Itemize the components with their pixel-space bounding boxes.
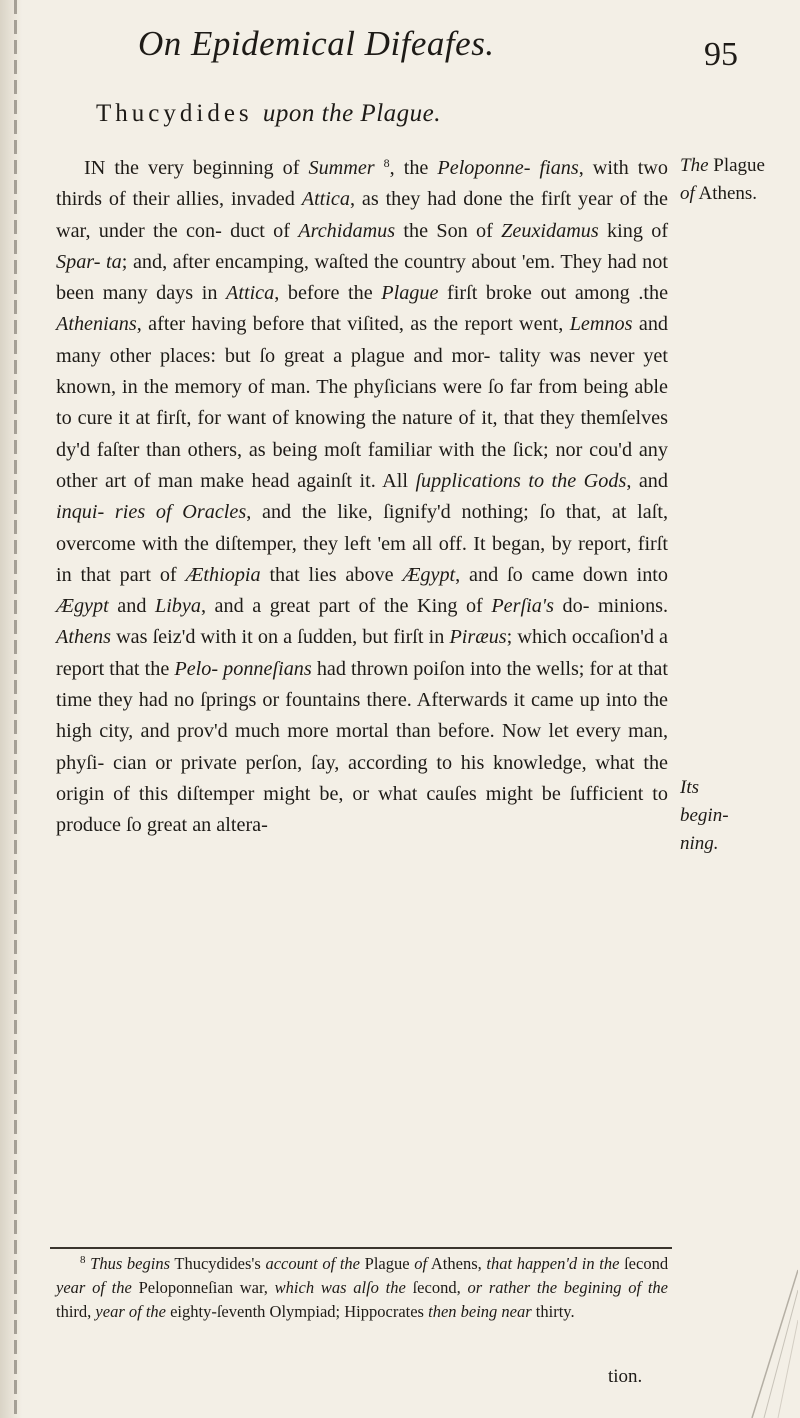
italic-term: ſupplications to the Gods xyxy=(415,469,627,492)
italic-term: Plague xyxy=(381,282,439,305)
footnote-rule xyxy=(50,1247,672,1249)
footnote-run: third, xyxy=(56,1302,92,1321)
footnote-ref: 8 xyxy=(383,156,390,170)
binding-edge xyxy=(14,0,17,1418)
marginal-word: of xyxy=(680,183,695,204)
footnote-run: year of the xyxy=(56,1278,132,1297)
italic-term: Summer xyxy=(308,157,375,179)
body-text-run: and xyxy=(117,595,147,618)
italic-term: Spar- ta xyxy=(56,250,122,273)
marginal-word: The xyxy=(680,155,709,176)
body-text-run: , and xyxy=(626,469,668,492)
body-text-run: IN the very beginning of xyxy=(84,157,300,179)
italic-term: Perſia's xyxy=(491,595,554,618)
italic-term: Æthiopia xyxy=(185,563,261,586)
footnote-run: year of the xyxy=(95,1302,166,1321)
body-text-run: , and a great part of the King of xyxy=(200,595,483,618)
marginal-word: Its begin- ning. xyxy=(680,777,729,854)
footnote-run: or rather the begining of the xyxy=(467,1278,669,1297)
chapter-title-author: Thucydides xyxy=(96,100,253,127)
footnote-run: that happen'd in the xyxy=(486,1254,620,1273)
catchword: tion. xyxy=(608,1366,643,1387)
footnote-run: Hippocrates xyxy=(344,1302,424,1321)
body-text-run: ; and, after encamping, waſted the country about 'em. They had not been many days in xyxy=(56,250,668,305)
footnote-run: of xyxy=(414,1254,428,1273)
footnote-marker: 8 xyxy=(80,1254,86,1266)
body-text-run: , before the xyxy=(274,282,373,305)
italic-term: Zeuxidamus xyxy=(501,219,599,242)
italic-term: Pelo- ponneſians xyxy=(174,657,312,680)
footnote xyxy=(56,1252,668,1324)
page-gutter-shadow xyxy=(0,0,22,1418)
footnote-run: Thus begins xyxy=(90,1254,171,1273)
footnote-run: Thucydides's xyxy=(174,1254,261,1273)
body-text-run: and many other places: but ſo great a plague and mor- tality was never yet known, in the memory of man. The phyſicians were ſo far from being able to cure it at firſt, for want of knowing the nature of it, that they themſelves dy'd faſter than others, as being moſt familiar with the ſick; nor cou'd any other art of man make head againſt it. All xyxy=(56,313,669,492)
marginal-word: Plague xyxy=(713,155,765,176)
italic-term: Athenians xyxy=(56,313,137,336)
body-paragraph xyxy=(56,153,668,842)
body-text-run: firſt broke out among .the xyxy=(447,282,669,305)
marginal-note-beginning xyxy=(680,774,750,858)
italic-term: Attica xyxy=(226,282,275,305)
body-text-run: was ſeiz'd with it on a ſudden, but firſt in xyxy=(116,626,445,649)
body-text-run: , as they had done the firſt year of the war, under the con- duct of xyxy=(56,188,668,242)
marginal-note-plague xyxy=(680,152,798,208)
page-number: 95 xyxy=(704,36,738,73)
footnote-run: then being near xyxy=(428,1302,532,1321)
footnote-run: eighty-ſeventh Olympiad; xyxy=(170,1302,341,1321)
body-text-run: , after having before that viſited, as the report went, xyxy=(136,313,564,336)
footnote-run: which was alſo the xyxy=(274,1278,406,1297)
body-text-run: ; which occaſion'd a report that the xyxy=(56,626,668,680)
body-text-run: do- minions. xyxy=(562,595,669,618)
italic-term: Libya xyxy=(154,595,201,618)
body-text-run: the Son of xyxy=(403,219,493,242)
footnote-run: ſecond xyxy=(624,1254,669,1273)
body-text-run: king of xyxy=(607,219,669,242)
footnote-run: ſecond, xyxy=(412,1278,461,1297)
running-head xyxy=(138,24,738,84)
body-text-run: , the xyxy=(389,157,429,179)
body-text-run: , and the like, ſignify'd nothing; ſo that, at laſt, overcome with the diſtemper, they left 'em all off. It began, by report, firſt in that part of xyxy=(56,501,668,586)
italic-term: Athens xyxy=(56,626,111,649)
chapter-title xyxy=(96,100,696,128)
footnote-run: Plague xyxy=(364,1254,410,1273)
italic-term: Ægypt xyxy=(56,595,109,618)
footnote-run: account of the xyxy=(265,1254,360,1273)
footnote-run: Athens, xyxy=(430,1254,482,1273)
page-corner-crease xyxy=(712,1230,798,1418)
italic-term: inqui- ries of Oracles xyxy=(56,501,247,524)
italic-term: Archidamus xyxy=(298,219,396,242)
marginal-word: Athens. xyxy=(698,183,758,204)
body-text-run: had thrown poiſon into the wells; for at that time they had no ſprings or fountains there. Afterwards it came up into the high city, and prov'd much more mortal than before. Now let every man, phyſi- cian or private perſon, ſay, according to his knowledge, what the origin of this diſtemper might be, or what cauſes might be ſufficient to produce ſo great an altera- xyxy=(56,657,668,837)
body-text-run: that lies above xyxy=(269,563,394,586)
italic-term: Ægypt xyxy=(402,563,456,586)
footnote-run: Peloponneſian war, xyxy=(138,1278,268,1297)
italic-term: Piræus xyxy=(449,626,507,649)
body-text-run: , and ſo came down into xyxy=(455,563,669,586)
italic-term: Attica xyxy=(301,188,350,211)
italic-term: Lemnos xyxy=(569,313,633,336)
italic-term: Peloponne- fians xyxy=(437,157,579,179)
chapter-title-subject: upon the Plague. xyxy=(262,100,441,127)
running-title: On Epidemical Difeafes. xyxy=(138,24,495,63)
body-text-run: , with two thirds of their allies, invaded xyxy=(56,157,668,211)
footnote-run: thirty. xyxy=(535,1302,575,1321)
